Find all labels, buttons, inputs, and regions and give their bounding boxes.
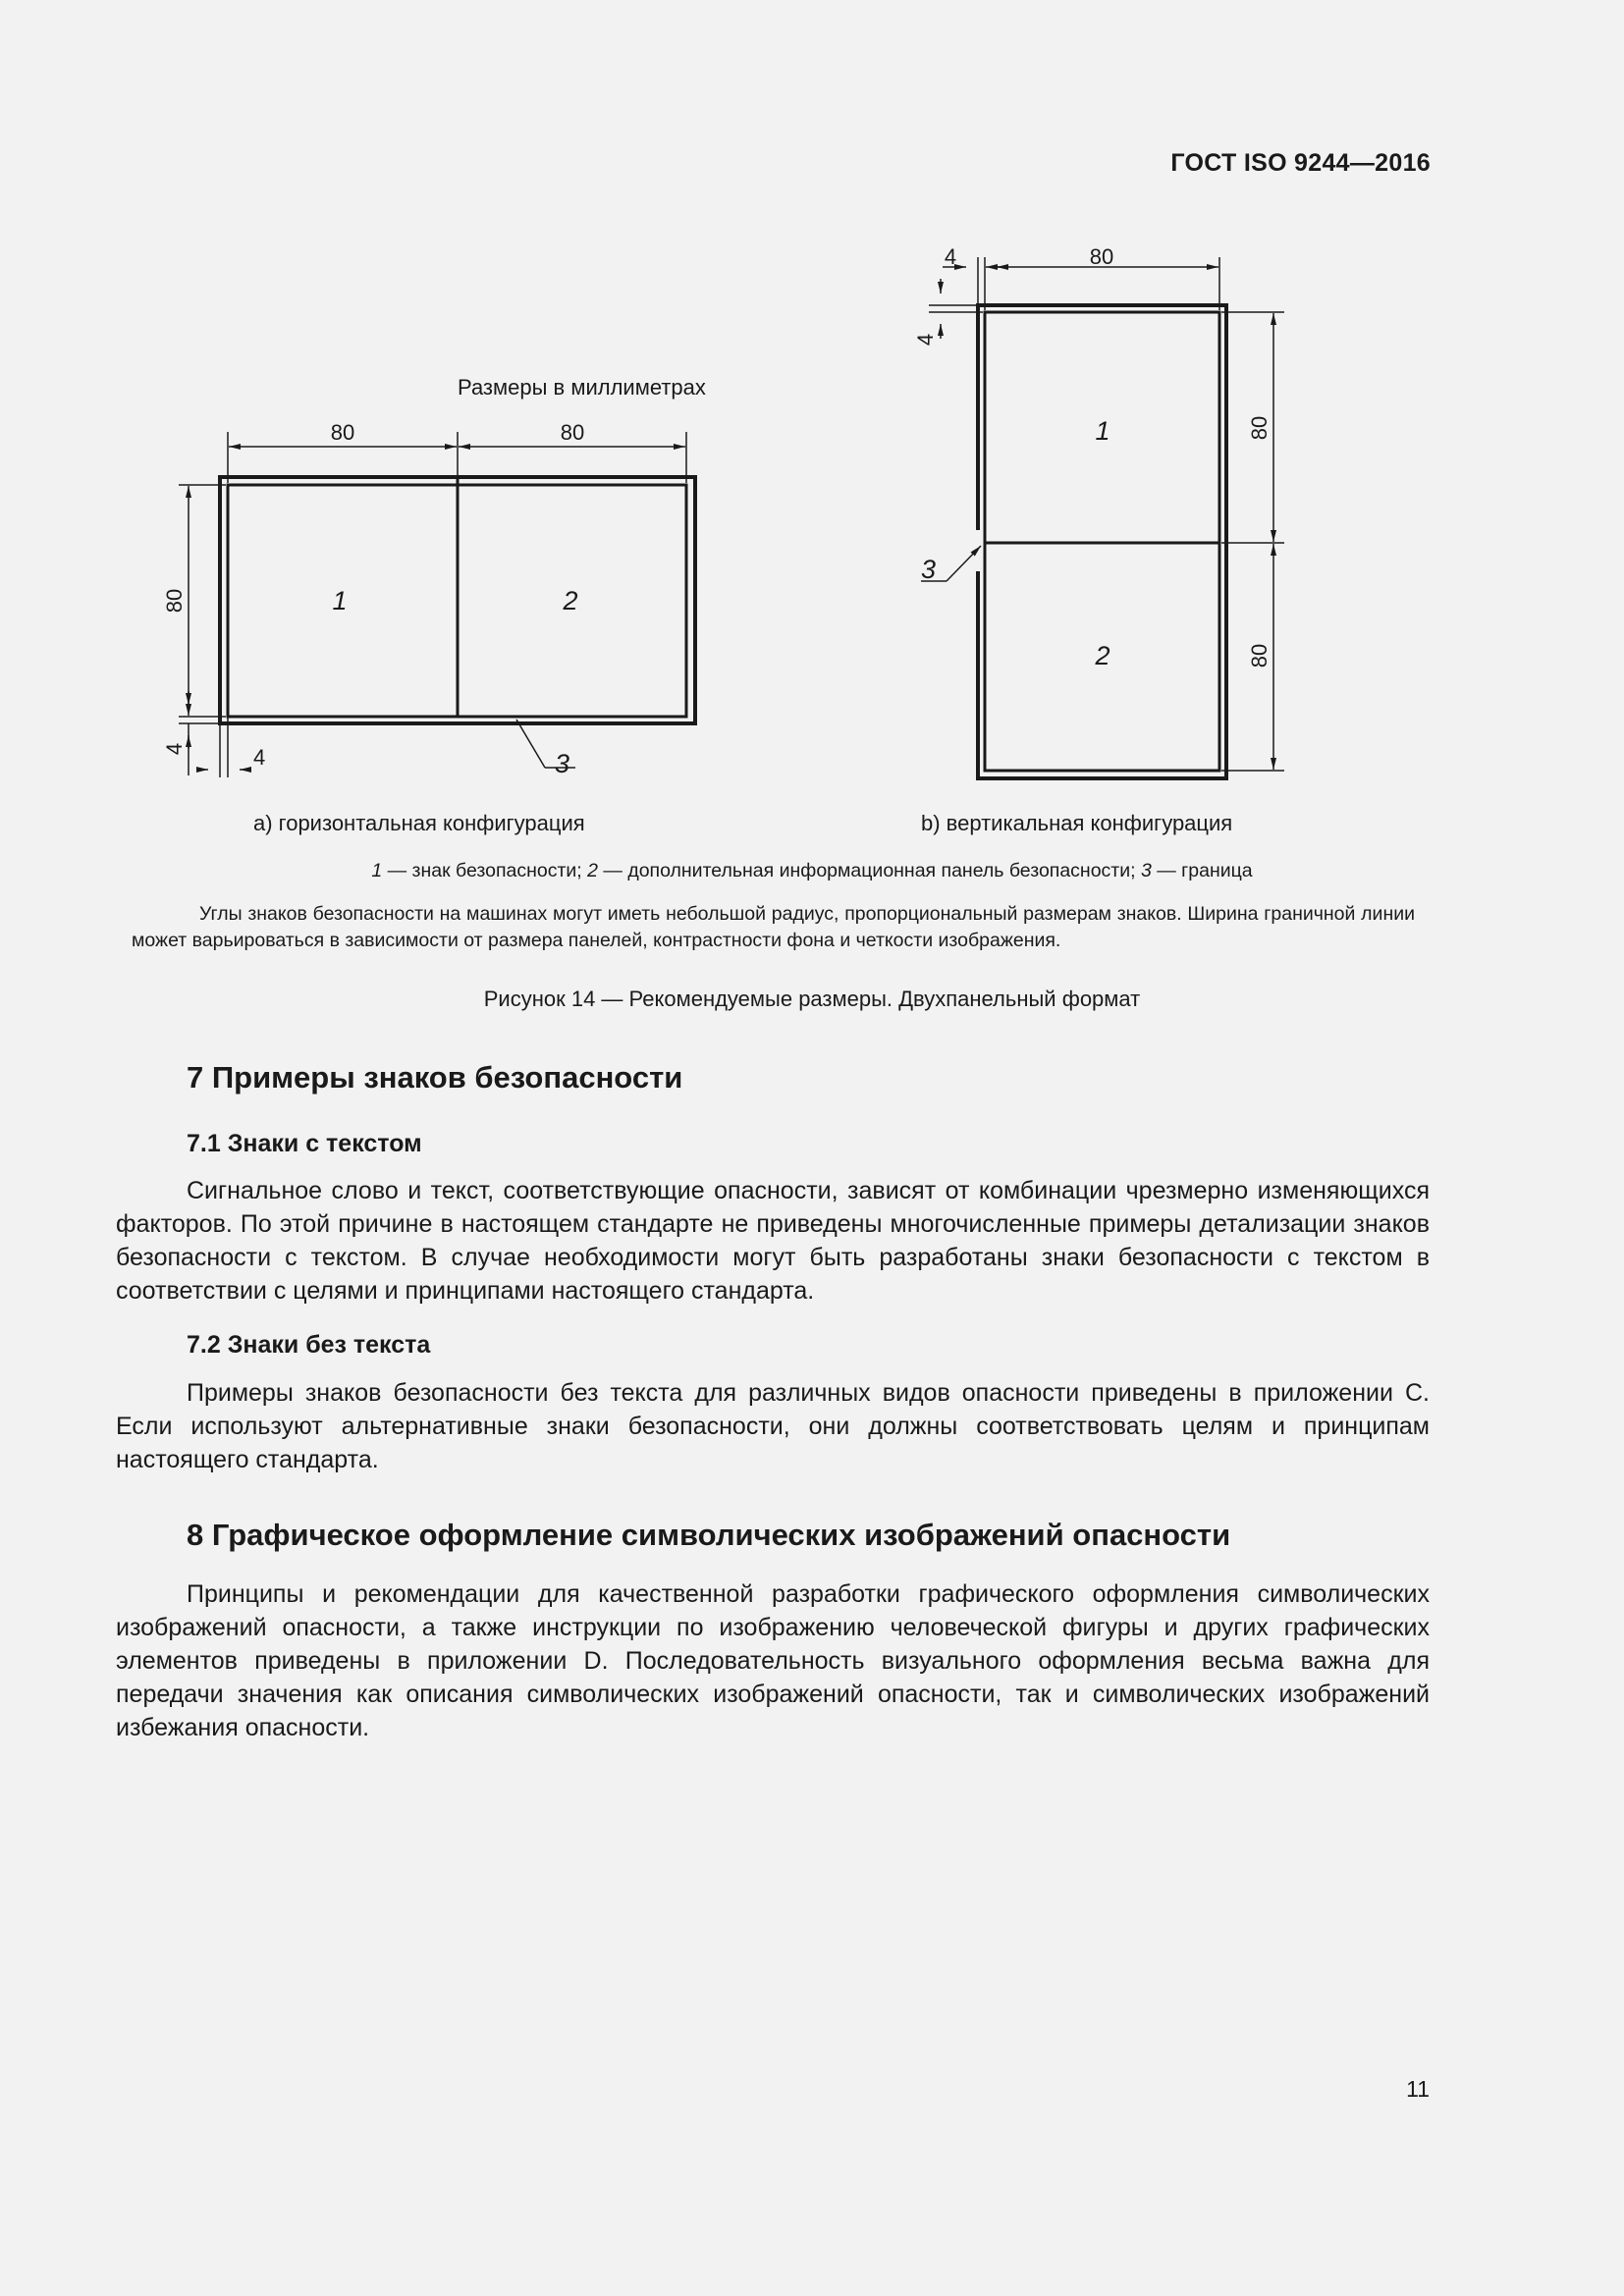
legend-num-3: 3	[1140, 860, 1152, 881]
dim-label-80-top-2: 80	[560, 420, 585, 445]
legend-text-2: — дополнительная информационная панель безопасности;	[598, 860, 1141, 881]
section-7-2-heading: 7.2 Знаки без текста	[187, 1331, 431, 1359]
vertical-configuration	[921, 257, 1284, 778]
section-8-paragraph: Принципы и рекомендации для качественной разработки графического оформления символических изображений опасности, а также инструкции по изображению человеческой фигуры и других графических элементов приведены в приложении D. Последовательность визуального оформления весьма важна для передачи значения как описания символических изображений опасности, так и символических изображений избежания опасности.	[116, 1580, 1430, 1741]
legend-num-1: 1	[371, 860, 383, 881]
border-label-3-a: 3	[555, 749, 570, 778]
section-8-heading: 8 Графическое оформление символических изображений опасности	[187, 1518, 1231, 1552]
section-7-2-paragraph: Примеры знаков безопасности без текста для различных видов опасности приведены в приложении С. Если используют альтернативные знаки безопасности, они должны соответствовать целям и принципам настоящего стандарта.	[116, 1379, 1430, 1473]
caption-horizontal: a) горизонтальная конфигурация	[253, 811, 585, 835]
dim-label-80-top-1: 80	[330, 420, 355, 445]
units-note: Размеры в миллиметрах	[458, 375, 706, 400]
dim-label-80-left: 80	[162, 588, 187, 614]
dim-label-80-right-1: 80	[1247, 415, 1272, 441]
leader-3-a	[516, 720, 545, 768]
panel-label-2-b: 2	[1095, 641, 1110, 670]
figure-title: Рисунок 14 — Рекомендуемые размеры. Двухпанельный формат	[483, 987, 1141, 1011]
caption-vertical: b) вертикальная конфигурация	[921, 811, 1233, 835]
panel-label-2-a: 2	[563, 586, 578, 615]
figure-legend	[0, 860, 1624, 882]
section-7-heading: 7 Примеры знаков безопасности	[187, 1060, 683, 1095]
dim-label-80-top-b: 80	[1089, 244, 1114, 269]
horizontal-configuration	[179, 432, 695, 777]
dim-label-4-left: 4	[162, 742, 187, 756]
figure-note: Углы знаков безопасности на машинах могут иметь небольшой радиус, пропорциональный размерам знаков. Ширина граничной линии может варьироваться в зависимости от размера панелей, контрастности фона и четкости изображения.	[132, 903, 1415, 951]
page-number: 11	[1406, 2076, 1430, 2102]
dim-label-4-top-b: 4	[944, 244, 957, 269]
legend-text-3: — граница	[1151, 860, 1253, 881]
document-code: ГОСТ ISO 9244—2016	[1170, 149, 1431, 177]
dim-label-4-bottom: 4	[253, 745, 266, 770]
section-7-1-paragraph: Сигнальное слово и текст, соответствующие опасности, зависят от комбинации чрезмерно изменяющихся факторов. По этой причине в настоящем стандарте не приведены многочисленные примеры детализации знаков безопасности с текстом. В случае необходимости могут быть разработаны знаки безопасности с текстом в соответствии с целями и принципами настоящего стандарта.	[116, 1177, 1430, 1305]
panel-label-1-b: 1	[1095, 416, 1110, 446]
legend-text-1: — знак безопасности;	[382, 860, 588, 881]
figure-14-drawing	[0, 0, 1624, 864]
panel-label-1-a: 1	[332, 586, 348, 615]
dim-label-80-right-2: 80	[1247, 643, 1272, 668]
legend-num-2: 2	[587, 860, 598, 881]
section-7-1-heading: 7.1 Знаки с текстом	[187, 1130, 422, 1157]
border-label-3-b: 3	[921, 555, 937, 584]
dim-label-4-left-b: 4	[913, 333, 938, 347]
